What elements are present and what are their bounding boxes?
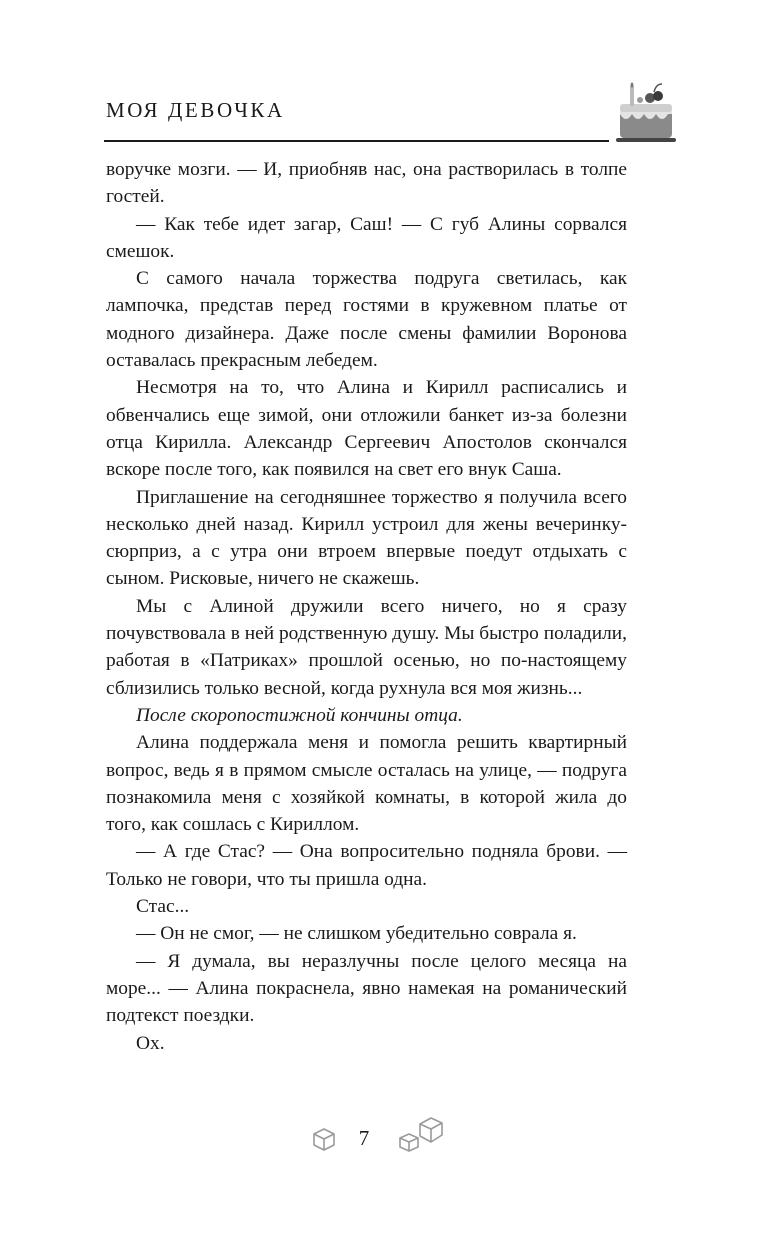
cake-icon: [612, 80, 680, 148]
paragraph: — А где Стас? — Она вопросительно подняла брови. — Только не говори, что ты пришла одна.: [106, 841, 627, 890]
paragraph: Несмотря на то, что Алина и Кирилл расписались и обвенчались еще зимой, они отложили банкет из-за болезни отца Кирилла. Александр Сергеевич Апостолов скончался вскоре после того, как появился на свет его внук Саша.: [106, 377, 627, 481]
paragraph-italic: После скоропостижной кончины отца.: [136, 704, 463, 726]
paragraph: Ох.: [136, 1032, 165, 1054]
paragraph: С самого начала торжества подруга светилась, как лампочка, представ перед гостями в кружевном платье от модного дизайнера. Даже после смены фамилии Воронова оставалась прекрасным лебедем.: [106, 268, 627, 372]
paragraph: Мы с Алиной дружили всего ничего, но я сразу почувствовала в ней родственную душу. Мы быстро поладили, работая в «Патриках» прошлой осенью, но по-настоящему сблизились только весной, когда рухнула вся моя жизнь...: [106, 595, 627, 699]
paragraph: — Как тебе идет загар, Саш! — С губ Алины сорвался смешок.: [106, 213, 627, 262]
sugar-cubes-icon: [396, 1114, 452, 1156]
paragraph: — Я думала, вы неразлучны после целого месяца на море... — Алина покраснела, явно намекая на романический подтекст поездки.: [106, 950, 627, 1027]
page-number: 7: [358, 1126, 370, 1150]
running-header: МОЯ ДЕВОЧКА: [106, 98, 285, 122]
page-footer: [0, 1120, 768, 1160]
paragraph: Алина поддержала меня и помогла решить квартирный вопрос, ведь я в прямом смысле осталась на улице, — подруга познакомила меня с хозяйкой комнаты, в которой жила до того, как сошлась с Кириллом.: [106, 732, 627, 836]
paragraph: — Он не смог, — не слишком убедительно соврала я.: [136, 923, 577, 945]
paragraph: Стас...: [136, 896, 190, 918]
sugar-cube-icon: [309, 1124, 339, 1154]
paragraph: Приглашение на сегодняшнее торжество я получила всего несколько дней назад. Кирилл устроил для жены вечеринку-сюрприз, а с утра они втроем впервые поедут отдыхать с сыном. Рисковые, ничего не скажешь.: [106, 486, 627, 590]
body-text: [106, 156, 627, 1057]
header-rule: [104, 140, 609, 142]
paragraph: воручке мозги. — И, приобняв нас, она растворилась в толпе гостей.: [106, 159, 627, 208]
